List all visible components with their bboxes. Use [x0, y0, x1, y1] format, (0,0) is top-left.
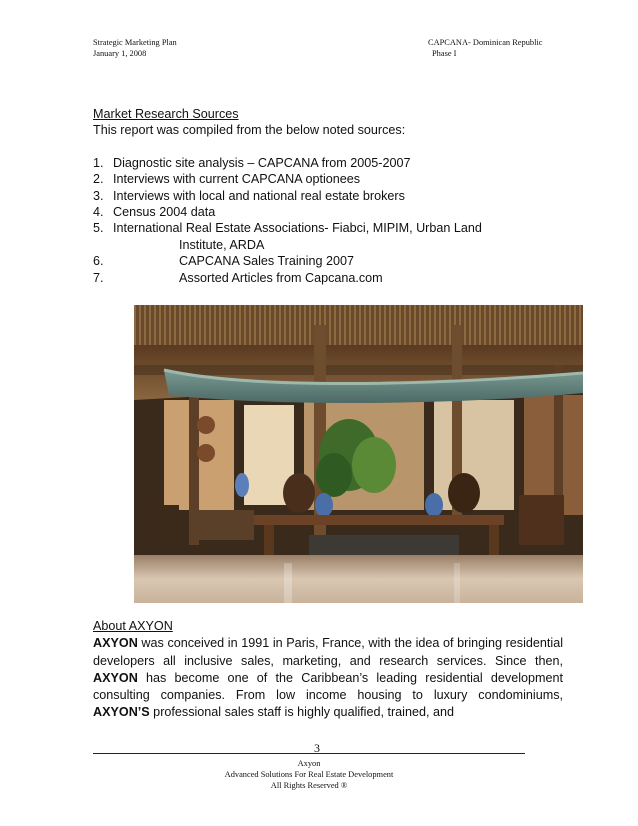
- source-item-continuation: Institute, ARDA: [179, 237, 265, 252]
- source-item: [93, 204, 563, 220]
- source-item-number: 4.: [93, 205, 104, 220]
- source-item-number: 1.: [93, 155, 104, 170]
- source-item-text: International Real Estate Associations- Fiabci, MIPIM, Urban Land: [113, 221, 482, 236]
- about-text: has become one of the Caribbean’s leading residential development consulting companies. From low income housing to luxury condominiums,: [93, 670, 563, 703]
- market-research-heading: Market Research Sources: [93, 107, 239, 121]
- about-text: professional sales staff is highly qualified, trained, and: [149, 705, 454, 720]
- footer: [93, 758, 525, 791]
- source-item-text: Diagnostic site analysis – CAPCANA from 2005-2007: [113, 155, 411, 170]
- footer-divider: [93, 753, 525, 754]
- source-item: [93, 253, 563, 269]
- company-name: AXYON’S: [93, 705, 150, 720]
- footer-rights: All Rights Reserved ®: [270, 781, 348, 790]
- footer-company: Axyon: [297, 759, 321, 768]
- about-section: [93, 618, 563, 722]
- source-item-text: CAPCANA Sales Training 2007: [179, 254, 355, 269]
- source-item-number: 3.: [93, 188, 104, 203]
- market-research-section: [93, 106, 563, 286]
- header-project: CAPCANA- Dominican Republic: [428, 38, 543, 47]
- header-doc-title: Strategic Marketing Plan: [93, 38, 177, 47]
- source-item: [93, 220, 563, 236]
- source-item-number: 5.: [93, 221, 104, 236]
- source-item: [93, 155, 563, 171]
- header-date: January 1, 2008: [93, 49, 147, 58]
- source-item-text: Assorted Articles from Capcana.com: [179, 270, 383, 285]
- page-number: 3: [314, 741, 320, 755]
- header-left: [93, 37, 177, 59]
- source-item-text: Interviews with current CAPCANA optionees: [113, 172, 361, 187]
- source-item-number: 2.: [93, 172, 104, 187]
- source-item: [93, 188, 563, 204]
- market-research-intro: This report was compiled from the below noted sources:: [93, 123, 406, 138]
- about-heading: About AXYON: [93, 619, 173, 633]
- about-text: was conceived in 1991 in Paris, France, with the idea of bringing residential developers all inclusive sales, marketing, and research services. Since then,: [93, 636, 563, 668]
- about-paragraph: [93, 635, 563, 721]
- company-name: AXYON: [93, 670, 138, 685]
- company-name: AXYON: [93, 636, 138, 651]
- header-phase: Phase I: [432, 49, 457, 58]
- footer-tagline: Advanced Solutions For Real Estate Development: [224, 770, 394, 779]
- lobby-photo: [134, 305, 583, 603]
- source-item-text: Interviews with local and national real estate brokers: [113, 188, 405, 203]
- source-item: [93, 270, 563, 286]
- source-item: [93, 171, 563, 187]
- source-item-number: 6.: [93, 254, 104, 269]
- source-item-text: Census 2004 data: [113, 205, 216, 220]
- source-item-number: 7.: [93, 270, 104, 285]
- header-right: [428, 37, 542, 59]
